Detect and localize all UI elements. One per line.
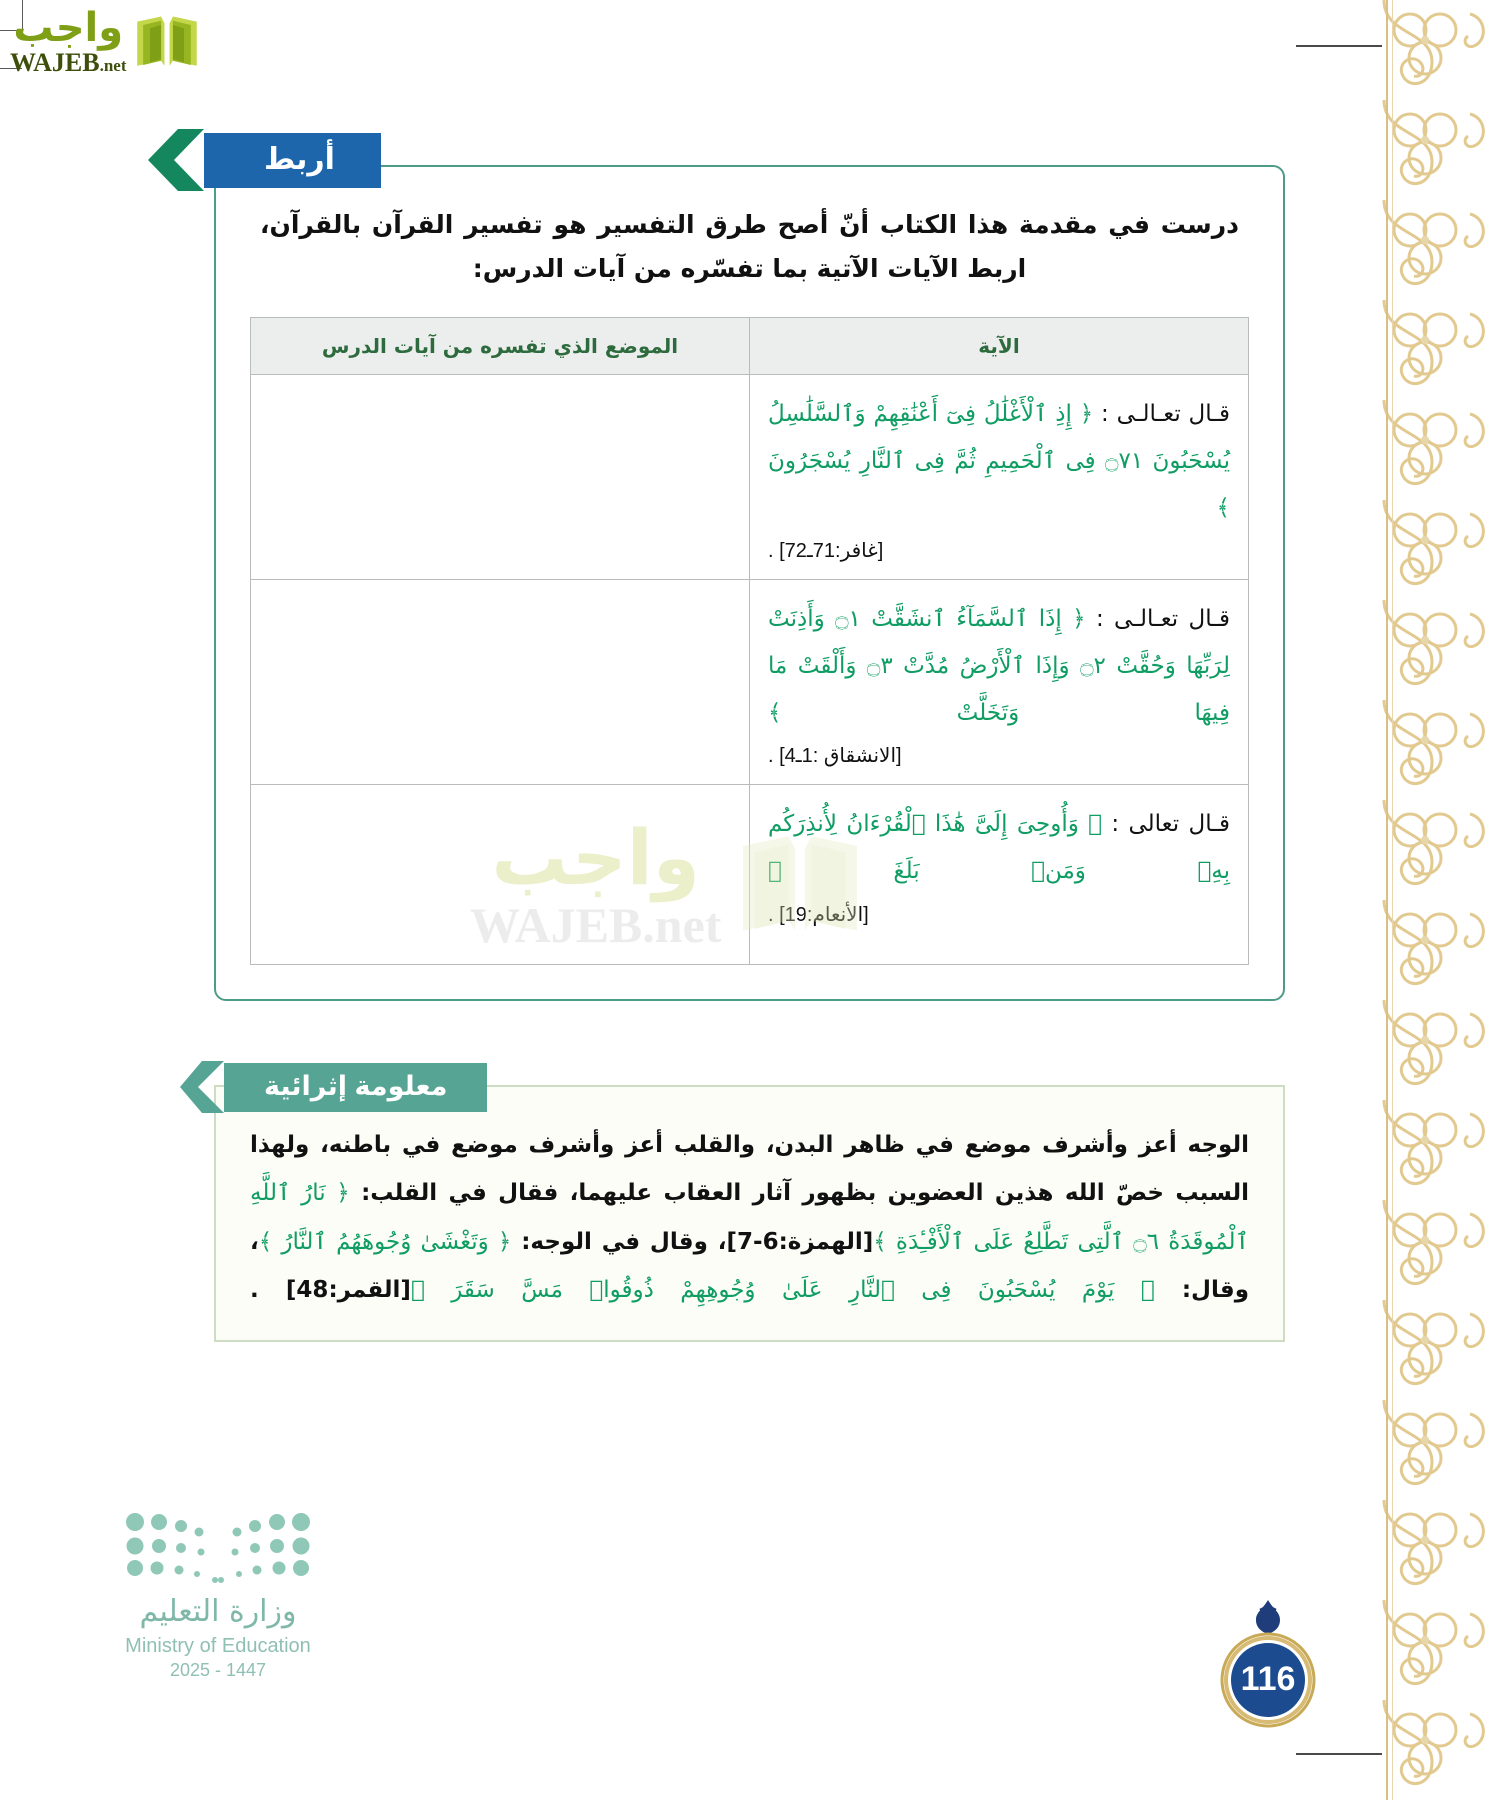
border-rule-outer [1392, 0, 1393, 1800]
brand-text-block [10, 5, 127, 77]
info-tab[interactable] [224, 1061, 487, 1113]
watermark-arabic: واجب [491, 813, 700, 902]
ministry-dots-icon [123, 1510, 313, 1584]
quran-verse-3: ﴿ وَأُوحِىَ إِلَىَّ هَٰذَا ٱلْقُرْءَانُ لِأُنذِرَكُم بِهِۦ وَمَنۢ بَلَغَ ﴾ [768, 811, 1230, 885]
column-header-answer: الموضع الذي تفسره من آيات الدرس [251, 317, 750, 374]
brand-arabic-name: واجب [13, 5, 124, 51]
table-body [251, 374, 1249, 965]
ministry-logo [88, 1510, 348, 1681]
info-citation-1: [الهمزة:6-7]، [707, 1228, 874, 1255]
info-verse-2: ﴿ وَتَغْشَىٰ وُجُوهَهُمُ ٱلنَّارُ ﴾ [258, 1228, 512, 1255]
verse-citation-3: [الأنعام:19] . [768, 903, 869, 926]
quran-verse-1: ﴿ إِذِ ٱلْأَغْلَٰلُ فِىٓ أَعْنَٰقِهِمْ وَٱلسَّلَٰسِلُ يُسْحَبُونَ ۝٧١ فِى ٱلْحَمِيمِ ثُمَّ فِى ٱلنَّارِ يُسْجَرُونَ ﴾ [768, 400, 1230, 521]
info-tab-label: معلومة إثرائية [224, 1063, 487, 1112]
link-exercise-card [214, 142, 1285, 1001]
enrichment-paragraph [250, 1121, 1249, 1314]
arabesque-pattern [1370, 0, 1500, 1800]
link-tab-wrap [204, 129, 381, 191]
border-tick-top [1296, 45, 1382, 47]
ayah-text-3 [768, 801, 1230, 895]
chevron-left-icon [180, 1061, 224, 1113]
watermark-latin: WAJEB.net [470, 897, 722, 953]
page-number: 116 [1240, 1660, 1296, 1698]
ministry-name-arabic: وزارة التعليم [139, 1594, 297, 1629]
ayah-cell-3 [750, 785, 1249, 965]
info-verse-1: ﴿ نَارُ ٱللَّهِ ٱلْمُوقَدَةُ ۝٦ ٱلَّتِى تَطَّلِعُ عَلَى ٱلْأَفْـِٔدَةِ ﴾ [250, 1180, 1249, 1255]
table-row [251, 579, 1249, 784]
table-head [251, 317, 1249, 374]
ministry-name-english: Ministry of Education [125, 1635, 311, 1657]
enrichment-info-card [214, 1070, 1285, 1342]
quran-verse-2: ﴿ إِذَا ٱلسَّمَآءُ ٱنشَقَّتْ ۝١ وَأَذِنَتْ لِرَبِّهَا وَحُقَّتْ ۝٢ وَإِذَا ٱلْأَرْضُ مُدَّتْ ۝٣ وَأَلْقَتْ مَا فِيهَا وَتَخَلَّتْ ﴾ [768, 605, 1230, 727]
said-label-3: قـال تعالى : [1111, 811, 1230, 838]
table-row [251, 374, 1249, 579]
info-text-part3: ، وقال: [250, 1228, 1249, 1303]
exercise-instructions: درست في مقدمة هذا الكتاب أنّ أصح طرق التفسير هو تفسير القرآن بالقرآن، اربط الآيات الآتية بما تفسّره من آيات الدرس: [260, 210, 1239, 283]
matching-table [250, 317, 1249, 966]
link-tab[interactable] [204, 129, 381, 191]
border-rule-inner [1386, 0, 1388, 1800]
ayah-text-1 [768, 391, 1230, 532]
answer-cell-1[interactable] [251, 374, 750, 579]
page-number-badge [1212, 1596, 1324, 1728]
ayah-text-2 [768, 596, 1230, 737]
ministry-years: 2025 - 1447 [169, 1660, 267, 1680]
table-header-row [251, 317, 1249, 374]
said-label-1: قـال تعـالـى : [1101, 400, 1231, 427]
ayah-cell-2 [750, 579, 1249, 784]
verse-citation-1: [غافر:71ـ72] . [768, 539, 884, 562]
link-tab-label: أربط [204, 133, 381, 188]
column-header-ayah: الآية [750, 317, 1249, 374]
decorative-border [1370, 0, 1500, 1800]
verse-citation-2: [الانشقاق :1ـ4] . [768, 745, 902, 768]
info-text-part1: الوجه أعز وأشرف موضع في ظاهر البدن، والقلب أعز وأشرف موضع في باطنه، ولهذا السبب خصّ الله هذين العضوين بظهور آثار العقاب عليهما، فقال في القلب: [250, 1132, 1249, 1207]
info-tab-wrap [224, 1061, 487, 1113]
site-brand-logo [10, 5, 201, 77]
ayah-cell-1 [750, 374, 1249, 579]
answer-cell-3[interactable] [251, 785, 750, 965]
info-verse-3: ﴿ يَوْمَ يُسْحَبُونَ فِى ٱلنَّارِ عَلَىٰ وُجُوهِهِمْ ذُوقُوا۟ مَسَّ سَقَرَ ﴾ [410, 1276, 1155, 1303]
chevron-left-icon [148, 129, 204, 191]
table-row [251, 785, 1249, 965]
brand-latin-name: WAJEB.net [10, 48, 127, 77]
info-citation-2: [القمر:48] . [250, 1276, 411, 1303]
info-text-part2: وقال في الوجه: [511, 1228, 708, 1255]
said-label-2: قـال تعـالـى : [1095, 605, 1231, 632]
border-tick-bottom [1296, 1753, 1382, 1755]
answer-cell-2[interactable] [251, 579, 750, 784]
open-book-icon [133, 13, 201, 71]
